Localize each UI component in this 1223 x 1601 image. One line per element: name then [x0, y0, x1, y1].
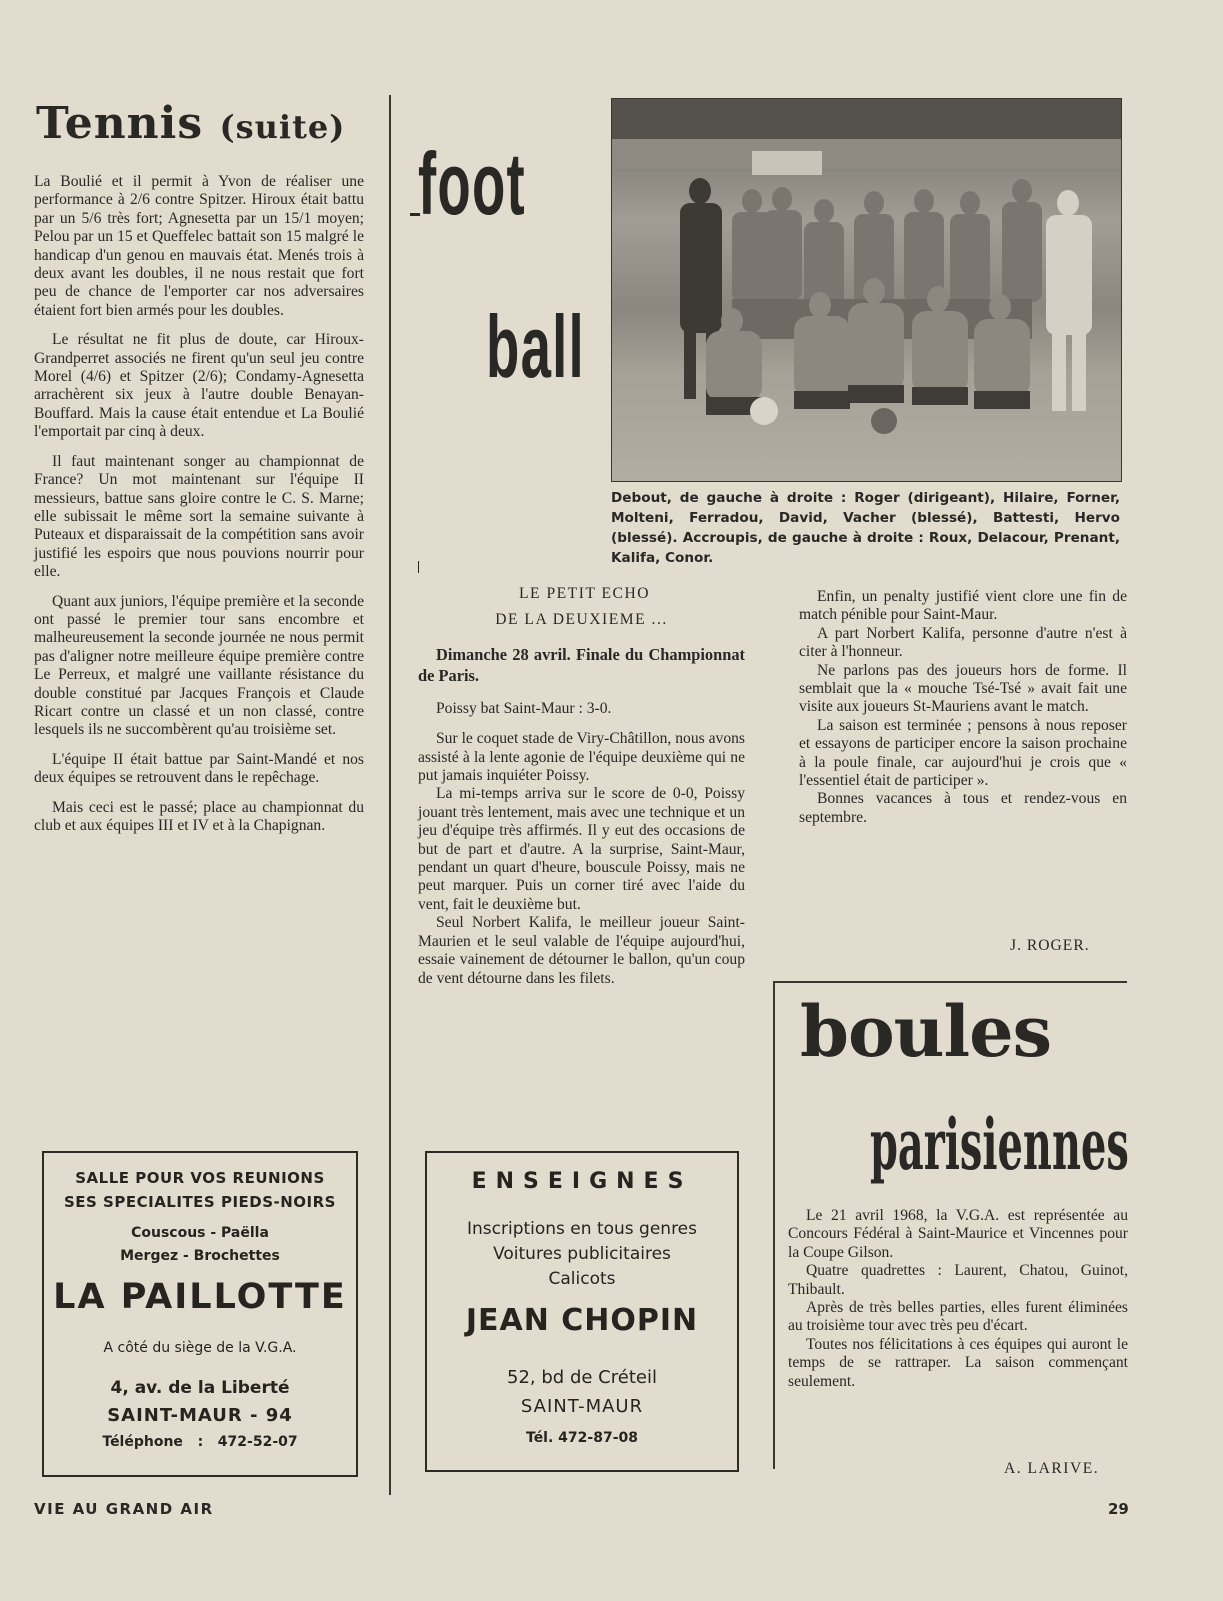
ad-paillotte-line4: Mergez - Brochettes: [120, 1248, 280, 1264]
boules-left-rule: [773, 981, 775, 1469]
ad-chopin-line1: ENSEIGNES: [471, 1169, 693, 1194]
tennis-article: [34, 173, 364, 835]
ad-chopin-name: JEAN CHOPIN: [465, 1303, 699, 1338]
tennis-paragraph: Quant aux juniors, l'équipe première et la seconde ont passé le premier tour sans encombre et malheureusement la seconde journée ne nous permit pas d'aligner notre meilleure équipe première contre Le Perreux, et malgré une vaillante résistance du double constitué par Jacques François et Claude Ricart contre un classé et un non classé, contre lesquels ils ne succombèrent qu'au troisième set.: [34, 592, 364, 739]
ad-paillotte-line5: A côté du siège de la V.G.A.: [103, 1340, 297, 1356]
football-article-right: [799, 588, 1127, 827]
football-score: Poissy bat Saint-Maur : 3-0.: [436, 699, 612, 717]
ad-chopin-address: 52, bd de Créteil: [507, 1367, 657, 1388]
ad-jean-chopin: [425, 1151, 739, 1472]
boules-article: [788, 1207, 1128, 1391]
football-paragraph: Enfin, un penalty justifié vient clore une fin de match pénible pour Saint-Maur.: [799, 588, 1127, 624]
football-heading-line2: DE LA DEUXIEME ...: [495, 611, 668, 629]
football-lead: Dimanche 28 avril. Finale du Championnat de Paris.: [418, 644, 745, 685]
tennis-title-suffix: (suite): [219, 108, 346, 146]
boules-paragraph: Le 21 avril 1968, la V.G.A. est représentée au Concours Fédéral à Saint-Maurice et Vincennes pour la Coupe Gilson.: [788, 1207, 1128, 1261]
boules-title-line1: boules: [800, 990, 1052, 1073]
column-rule-left: [389, 95, 391, 1495]
footer-page-number: 29: [1108, 1500, 1129, 1518]
ad-paillotte-city: SAINT-MAUR - 94: [107, 1405, 293, 1426]
footer-publication: VIE AU GRAND AIR: [34, 1500, 214, 1518]
ad-paillotte-phone: [44, 1434, 356, 1450]
boules-top-rule: [773, 981, 1127, 983]
football-title-line1: foot: [418, 134, 526, 233]
football-title-line2: ball: [486, 297, 585, 396]
ad-paillotte-line3: Couscous - Paëlla: [131, 1225, 269, 1241]
football-paragraph: La mi-temps arriva sur le score de 0-0, Poissy jouant très lentement, mais avec une technique et un jeu d'équipe très affirmés. Il y eut des occasions de but de part et d'autre. A la surprise, Saint-Maur, pendant un quart d'heure, bouscule Poissy, mais ne peut marquer. Puis un corner tiré avec l'aide du vent, fait le deuxième but.: [418, 785, 745, 913]
football-paragraph: Sur le coquet stade de Viry-Châtillon, nous avons assisté à la lente agonie de l'équipe deuxième qui ne put jamais inquiéter Poissy.: [418, 730, 745, 785]
ad-chopin-line4: Calicots: [548, 1269, 616, 1289]
team-photo-caption: Debout, de gauche à droite : Roger (dirigeant), Hilaire, Forner, Molteni, Ferradou, David, Vacher (blessé), Battesti, Hervo (blessé). Accroupis, de gauche à droite : Roux, Delacour, Prenant, Kalifa, Conor.: [611, 490, 1120, 566]
ad-chopin-line3: Voitures publicitaires: [493, 1244, 671, 1264]
ad-paillotte-phone-sep: :: [197, 1434, 204, 1450]
tennis-title: [36, 98, 345, 149]
ad-la-paillotte: [42, 1151, 358, 1477]
ad-chopin-city: SAINT-MAUR: [520, 1396, 644, 1417]
boules-paragraph: Toutes nos félicitations à ces équipes qui auront le temps de se rattraper. La saison commençant seulement.: [788, 1335, 1128, 1390]
ad-paillotte-name: LA PAILLOTTE: [53, 1277, 347, 1317]
football-heading-line1: LE PETIT ECHO: [519, 585, 650, 602]
football-paragraph: La saison est terminée ; pensons à nous reposer et essayons de participer encore la saison prochaine à la poule finale, car aujourd'hui je crois que « l'essentiel était de participer ».: [799, 716, 1127, 790]
ad-chopin-line2: Inscriptions en tous genres: [466, 1219, 697, 1239]
tennis-paragraph: Le résultat ne fit plus de doute, car Hiroux-Grandperret associés ne firent qu'un seul jeu contre Morel (4/6) et Spitzer (2/6); Condamy-Agnesetta arrachèrent six jeux à l'autre double Benayan-Bouffard. Mais la cause était entendue et La Boulié l'emportait par cinq à deux.: [34, 331, 364, 441]
football-article-left: [418, 585, 745, 988]
ad-paillotte-phone-label: Téléphone: [102, 1434, 183, 1450]
football-paragraph: Bonnes vacances à tous et rendez-vous en septembre.: [799, 790, 1127, 826]
football-signature: J. ROGER.: [1010, 937, 1090, 954]
boules-paragraph: Après de très belles parties, elles furent éliminées au troisième tour avec très peu d'écart.: [788, 1299, 1128, 1335]
ad-chopin-phone: Tél. 472-87-08: [526, 1430, 638, 1446]
team-photo: [611, 98, 1122, 482]
tennis-paragraph: La Boulié et il permit à Yvon de réaliser une performance à 2/6 contre Spitzer. Hiroux était battu par un 5/6 très fort; Agnesetta par un 15/1 moyen; Pelou par un 15 et Queffelec battait son 15 malgré le handicap d'un genou en mauvais état. Menés trois à deux avant les doubles, il ne nous restait que fort peu de chance de l'emporter car nos adversaires étaient fort bien armés pour les doubles.: [34, 173, 364, 319]
football-paragraph: Ne parlons pas des joueurs hors de forme. Il semblait que la « mouche Tsé-Tsé » avait fait une visite aux joueurs St-Mauriens avant le match.: [799, 661, 1127, 716]
football-paragraph: Seul Norbert Kalifa, le meilleur joueur Saint-Maurien et le seul valable de l'équipe aujourd'hui, essaie vainement de détourner le ballon, qu'un coup de vent détourne dans les filets.: [418, 914, 745, 987]
ad-paillotte-phone-number: 472-52-07: [217, 1434, 298, 1450]
tennis-paragraph: Il faut maintenant songer au championnat de France? Un mot maintenant sur l'équipe II messieurs, battue sans gloire contre le C. S. Marne; elle subissait le même sort la semaine suivante à Puteaux et disparaissait de la compétition sans avoir justifié les espoirs que nous pouvions nourrir pour elle.: [34, 452, 364, 581]
ad-paillotte-address: 4, av. de la Liberté: [110, 1378, 290, 1398]
team-photo-illustration: [612, 99, 1121, 481]
tennis-paragraph: Mais ceci est le passé; place au championnat du club et aux équipes III et IV et à la Chapignan.: [34, 798, 364, 834]
tennis-title-text: Tennis: [36, 98, 204, 149]
tennis-paragraph: L'équipe II était battue par Saint-Mandé et nos deux équipes se retrouvent dans le repêchage.: [34, 750, 364, 787]
football-paragraph: A part Norbert Kalifa, personne d'autre n'est à citer à l'honneur.: [799, 624, 1127, 661]
ad-paillotte-line2: SES SPECIALITES PIEDS-NOIRS: [63, 1193, 336, 1211]
ad-paillotte-line1: SALLE POUR VOS REUNIONS: [75, 1169, 325, 1187]
football-column-mark: [418, 561, 419, 573]
boules-paragraph: Quatre quadrettes : Laurent, Chatou, Guinot, Thibault.: [788, 1262, 1128, 1298]
boules-title-line2: parisiennes: [870, 1103, 1129, 1186]
boules-signature: A. LARIVE.: [1004, 1460, 1100, 1477]
